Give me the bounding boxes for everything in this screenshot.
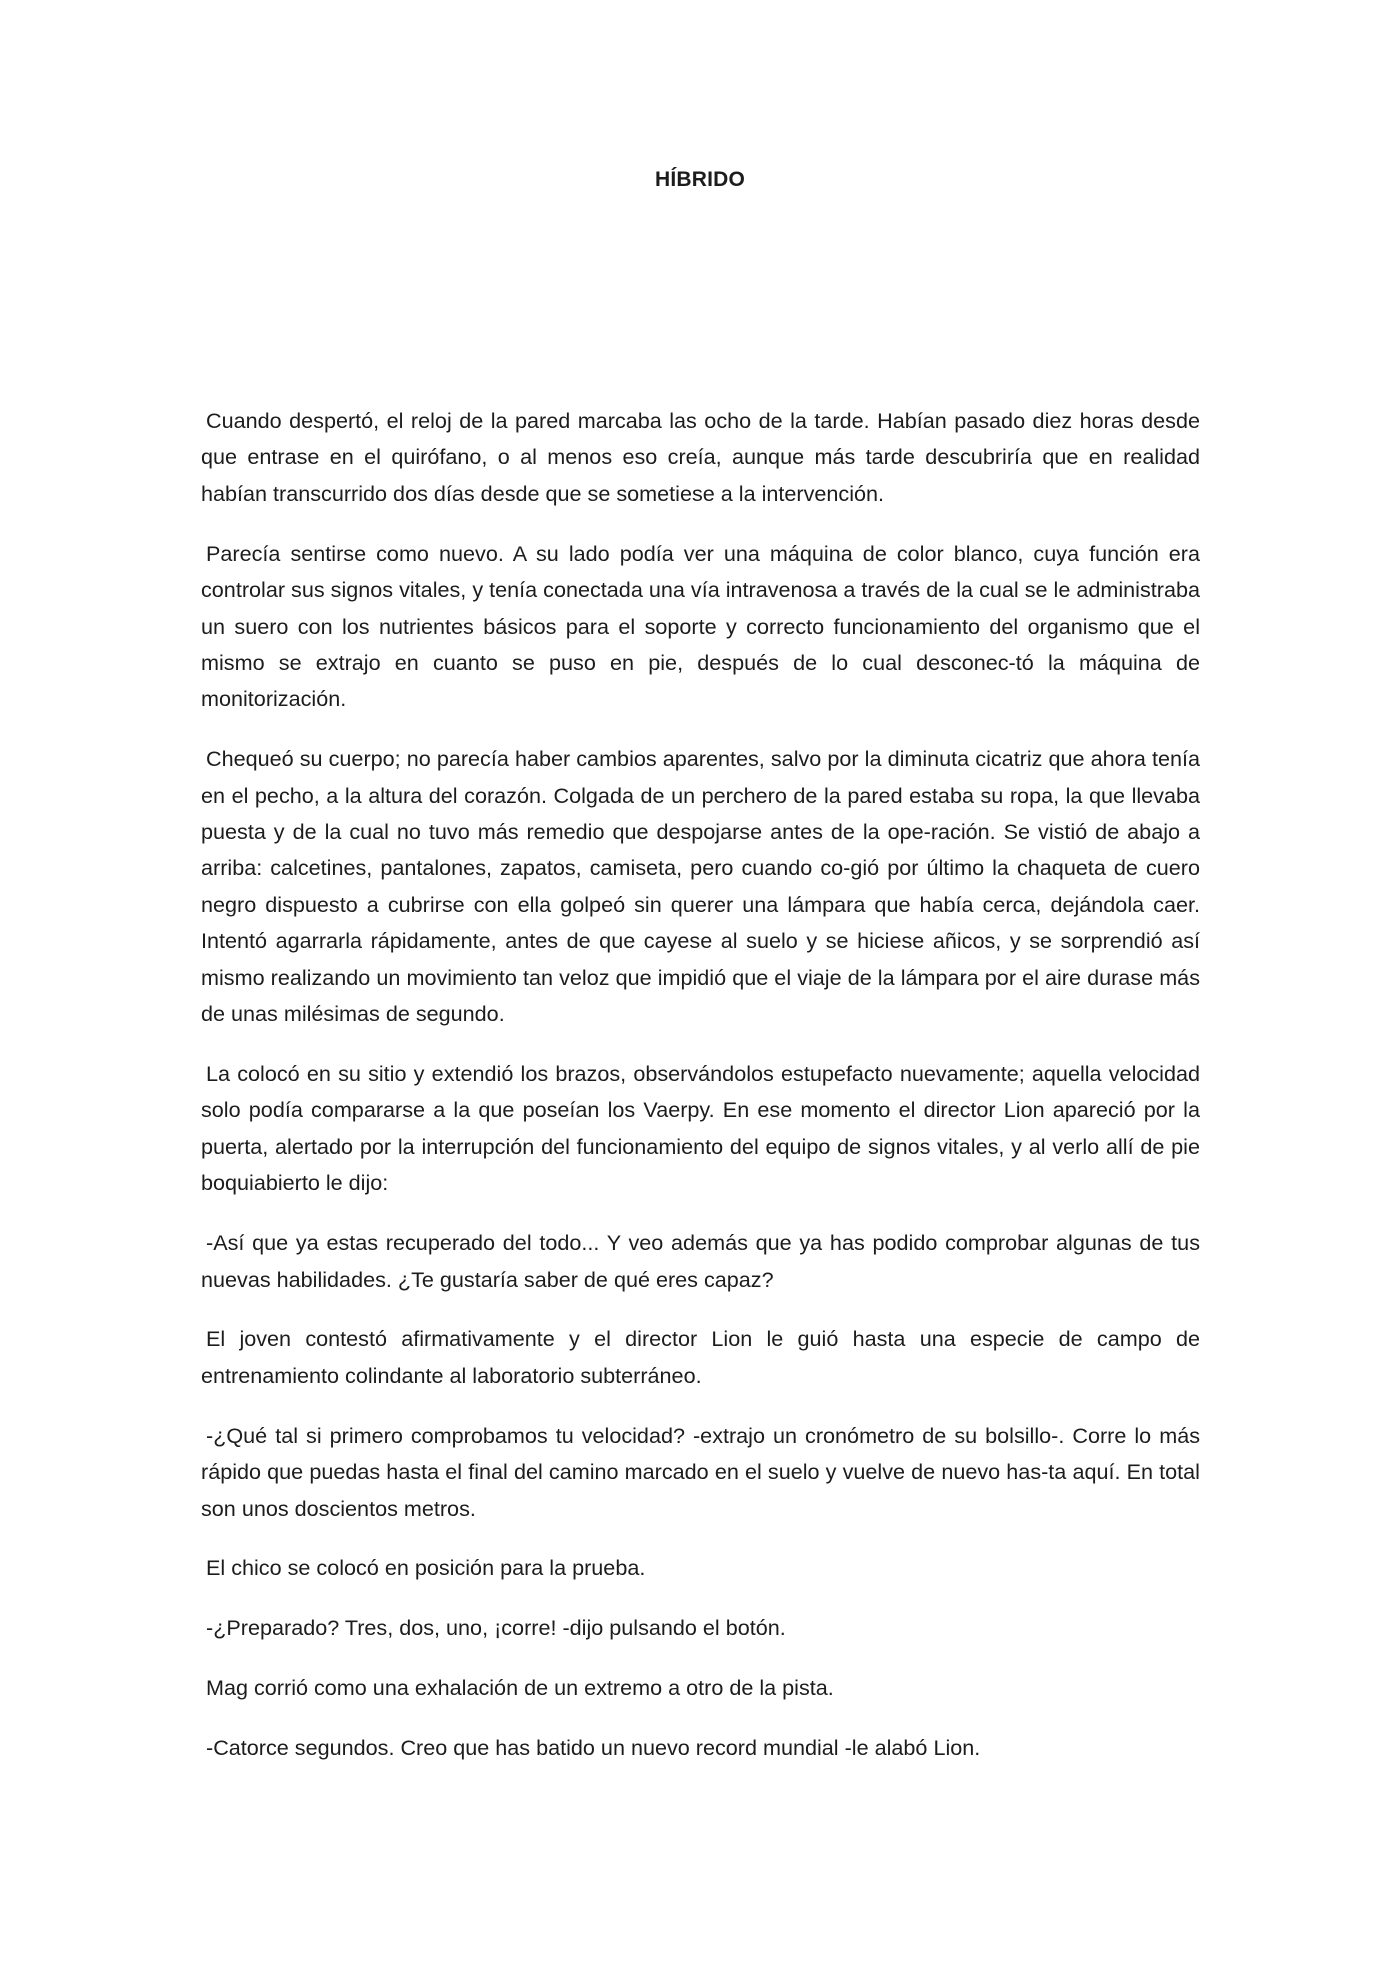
paragraph: -¿Qué tal si primero comprobamos tu velocidad? -extrajo un cronómetro de su bolsillo-. Corre lo más rápido que puedas hasta el final del camino marcado en el suelo y vuelve de nuevo has-ta aquí. En total son unos doscientos metros. [201,1422,1200,1521]
paragraph: Chequeó su cuerpo; no parecía haber cambios aparentes, salvo por la diminuta cicatriz que ahora tenía en el pecho, a la altura del corazón. Colgada de un perchero de la pared estaba su ropa, la que llevaba puesta y de la cual no tuvo más remedio que despojarse antes de la ope-ración. Se vistió de abajo a arriba: calcetines, pantalones, zapatos, camiseta, pero cuando co-gió por último la chaqueta de cuero negro dispuesto a cubrirse con ella golpeó sin querer una lámpara que había cerca, dejándola caer. Intentó agarrarla rápidamente, antes de que cayese al suelo y se hiciese añicos, y se sorprendió así mismo realizando un movimiento tan veloz que impidió que el viaje de la lámpara por el aire durase más de unas milésimas de segundo. [201,746,1200,1027]
paragraph: El chico se colocó en posición para la prueba. [206,1555,646,1581]
paragraph: -Así que ya estas recuperado del todo... Y veo además que ya has podido comprobar algunas de tus nuevas habilidades. ¿Te gustaría saber de qué eres capaz? [201,1230,1200,1292]
paragraph: -Catorce segundos. Creo que has batido un nuevo record mundial -le alabó Lion. [206,1735,981,1761]
paragraph: -¿Preparado? Tres, dos, uno, ¡corre! -dijo pulsando el botón. [206,1615,786,1641]
document-title: HÍBRIDO [654,168,746,191]
document-body [201,403,1200,1790]
paragraph: Parecía sentirse como nuevo. A su lado podía ver una máquina de color blanco, cuya función era controlar sus signos vitales, y tenía conectada una vía intravenosa a través de la cual se le administraba un suero con los nutrientes básicos para el soporte y correcto funcionamiento del organismo que el mismo se extrajo en cuanto se puso en pie, después de lo cual desconec-tó la máquina de monitorización. [201,540,1200,712]
paragraph: Cuando despertó, el reloj de la pared marcaba las ocho de la tarde. Habían pasado diez horas desde que entrase en el quirófano, o al menos eso creía, aunque más tarde descubriría que en realidad habían transcurrido dos días desde que se sometiese a la intervención. [201,408,1200,506]
paragraph: La colocó en su sitio y extendió los brazos, observándolos estupefacto nuevamente; aquella velocidad solo podía compararse a la que poseían los Vaerpy. En ese momento el director Lion apareció por la puerta, alertado por la interrupción del funcionamiento del equipo de signos vitales, y al verlo allí de pie boquiabierto le dijo: [201,1061,1200,1196]
paragraph: El joven contestó afirmativamente y el director Lion le guió hasta una especie de campo de entrenamiento colindante al laboratorio subterráneo. [201,1326,1200,1388]
paragraph: Mag corrió como una exhalación de un extremo a otro de la pista. [206,1675,834,1701]
